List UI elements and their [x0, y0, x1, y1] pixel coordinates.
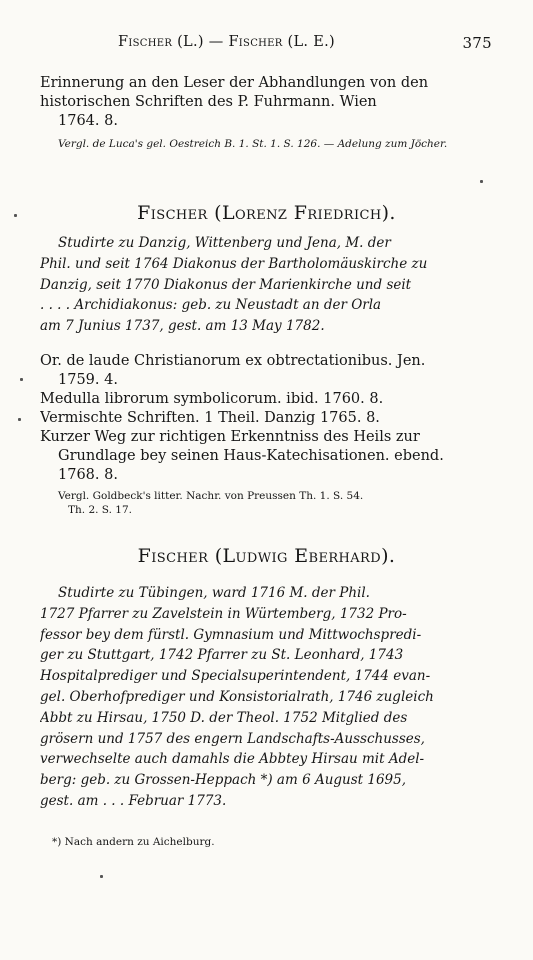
footnote: *) Nach andern zu Aichelburg. [52, 836, 215, 848]
page-number: 375 [462, 34, 492, 52]
biography-ludwig [40, 583, 490, 812]
works-lorenz [40, 352, 490, 485]
biography-lorenz [40, 233, 490, 337]
text-line: Danzig, seit 1770 Diakonus der Marienkirche und seit [40, 276, 412, 293]
text-line: Studirte zu Tübingen, ward 1716 M. der Phil. [58, 585, 370, 601]
text-line: Phil. und seit 1764 Diakonus der Bartholomäuskirche zu [40, 255, 428, 272]
text-line: ger zu Stuttgart, 1742 Pfarrer zu St. Leonhard, 1743 [40, 647, 404, 664]
text-line: Hospitalprediger und Specialsuperintendent, 1744 evan- [40, 668, 431, 685]
previous-entry-continuation [40, 74, 490, 151]
work-title: Vermischte Schriften. 1 Theil. Danzig 1765. 8. [40, 410, 380, 426]
reference-note: Vergl. Goldbeck's litter. Nachr. von Preussen Th. 1. S. 54. [58, 490, 364, 502]
reference-note: Th. 2. S. 17. [68, 504, 132, 516]
work-title: 1768. 8. [58, 467, 118, 483]
text-line: berg: geb. zu Grossen-Heppach *) am 6 August 1695, [40, 772, 407, 789]
reference-note: Vergl. de Luca's gel. Oestreich B. 1. St. 1. S. 126. — Adelung zum Jöcher. [58, 138, 448, 150]
scan-speck [100, 875, 103, 878]
reference-lorenz [40, 489, 490, 517]
text-line: Abbt zu Hirsau, 1750 D. der Theol. 1752 Mitglied des [40, 709, 408, 726]
text-line: 1727 Pfarrer zu Zavelstein in Würtemberg, 1732 Pro- [40, 605, 407, 622]
text-line: Studirte zu Danzig, Wittenberg und Jena, M. der [58, 235, 391, 251]
work-title: Or. de laude Christianorum ex obtrectationibus. Jen. [40, 353, 426, 369]
text-line: fessor bey dem fürstl. Gymnasium und Mittwochspredi- [40, 626, 422, 643]
entry-heading-ludwig: Fischer (Ludwig Eberhard). [137, 545, 396, 567]
text-line: gest. am . . . Februar 1773. [40, 792, 227, 809]
scan-speck [480, 180, 483, 183]
work-title: Grundlage bey seinen Haus-Katechisationen. ebend. [58, 448, 444, 464]
entry-heading-lorenz: Fischer (Lorenz Friedrich). [137, 202, 396, 224]
work-title: Medulla librorum symbolicorum. ibid. 1760. 8. [40, 391, 384, 407]
text-line: am 7 Junius 1737, gest. am 13 May 1782. [40, 318, 325, 335]
scan-speck [14, 214, 17, 217]
text-line: 1764. 8. [58, 113, 118, 129]
text-line: Erinnerung an den Leser der Abhandlungen von den [40, 75, 429, 91]
text-line: grösern und 1757 des engern Landschafts-Ausschusses, [40, 730, 425, 747]
work-title: 1759. 4. [58, 372, 118, 388]
text-line: verwechselte auch damahls die Abbtey Hirsau mit Adel- [40, 751, 425, 768]
text-line: historischen Schriften des P. Fuhrmann. Wien [40, 94, 377, 110]
work-title: Kurzer Weg zur richtigen Erkenntniss des Heils zur [40, 429, 420, 445]
scan-speck [20, 378, 23, 381]
text-line: gel. Oberhofprediger und Konsistorialrath, 1746 zugleich [40, 688, 434, 705]
text-line: . . . . Archidiakonus: geb. zu Neustadt an der Orla [40, 297, 382, 314]
page-header [60, 34, 492, 56]
running-title: Fischer (L.) — Fischer (L. E.) [118, 34, 335, 50]
scan-speck [18, 418, 21, 421]
